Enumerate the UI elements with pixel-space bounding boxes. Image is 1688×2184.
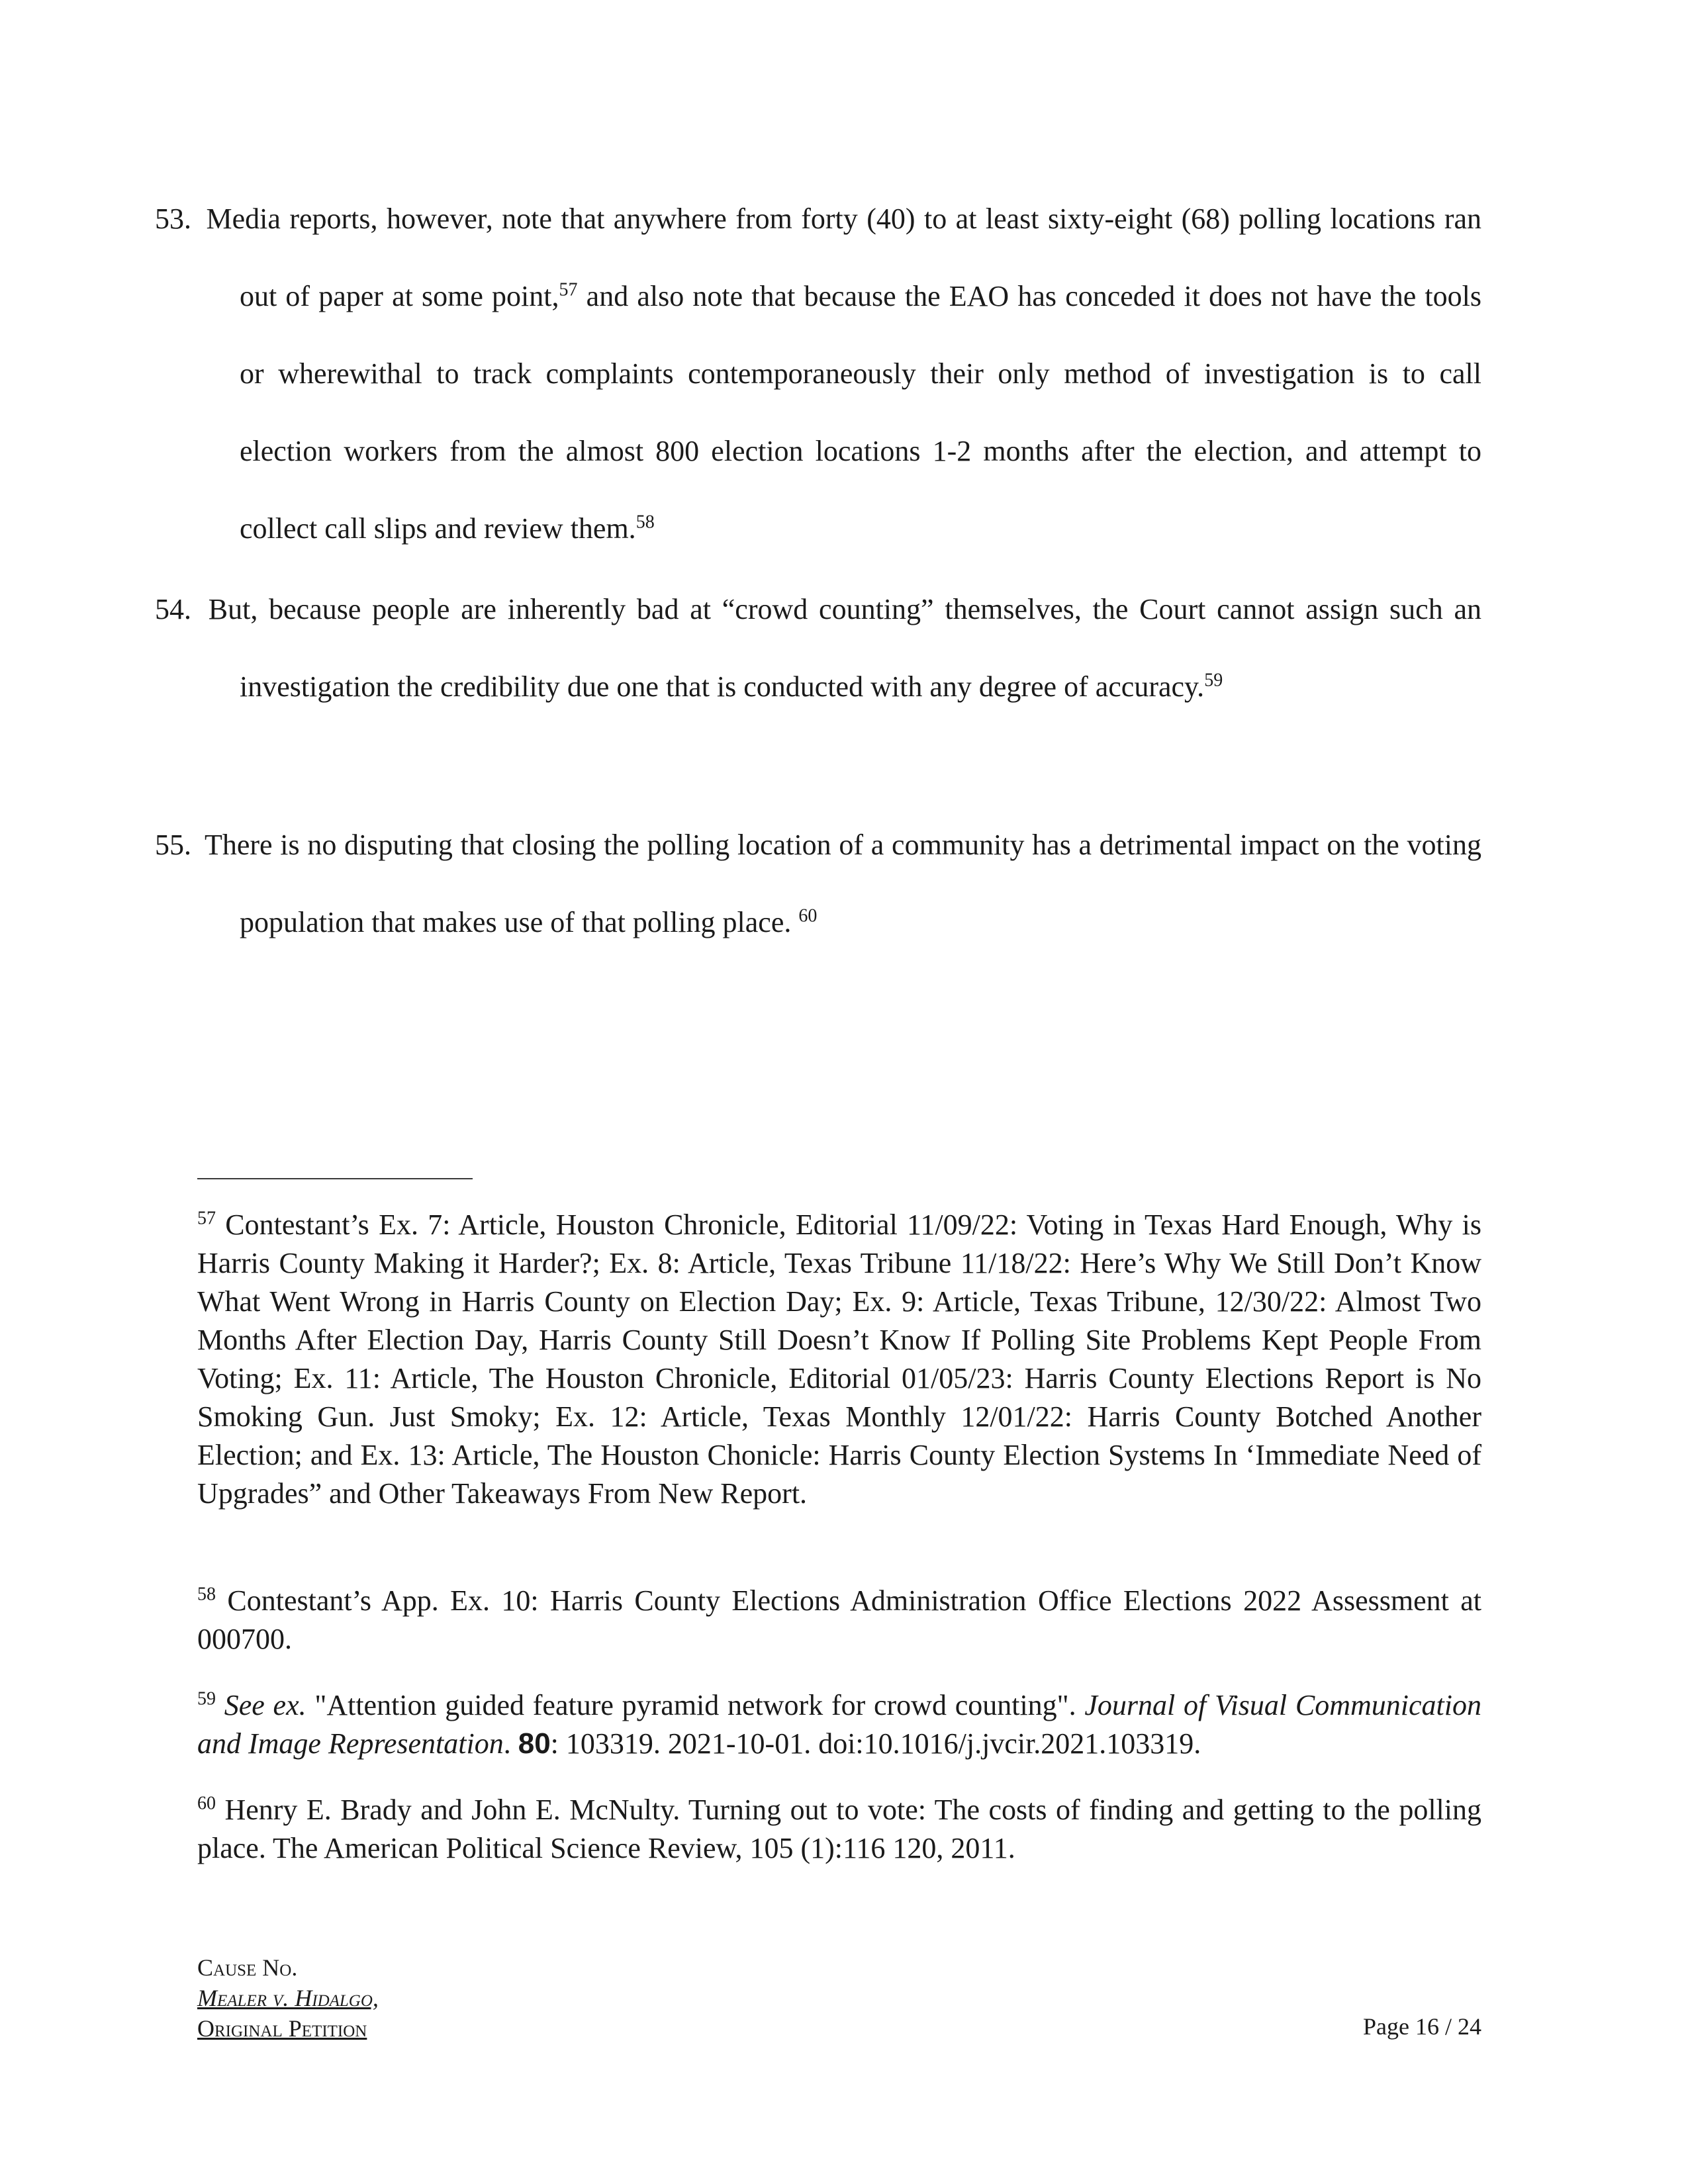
- footnote-text: Henry E. Brady and John E. McNulty. Turning out to vote: The costs of finding and getting to the polling place. The American Political Science Review, 105 (1):116 120, 2011.: [197, 1794, 1481, 1864]
- footnote-text: Contestant’s App. Ex. 10: Harris County Elections Administration Office Elections 2022 Assessment at 000700.: [197, 1584, 1481, 1655]
- paragraph-55: 55. There is no disputing that closing the polling location of a community has a detrimental impact on the voting population that makes use of that polling place. $^{60}$: [155, 829, 1481, 938]
- footnote-journal: Journal of Visual Communication and Image Representation: [197, 1689, 1481, 1760]
- paragraph-text: Media reports, however, note that anywhere from forty (40) to at least sixty-eight (68) polling locations ran out of paper at some point,: [206, 203, 1482, 312]
- footnote-59: [197, 1686, 1481, 1763]
- footnote-mark: 59: [197, 1688, 216, 1709]
- footnote-rest: : 103319. 2021-10-01. doi:10.1016/j.jvcir.2021.103319.: [550, 1727, 1201, 1760]
- document-title: Original Petition: [197, 2015, 367, 2042]
- cause-number: Cause No.: [197, 1954, 298, 1981]
- case-name: Mealer v. Hidalgo,: [197, 1985, 379, 2011]
- paragraph-text: But, because people are inherently bad at “crowd counting” themselves, the Court cannot assign such an investigation the credibility due one that is conducted with any degree of accuracy.: [208, 593, 1482, 703]
- paragraph-53: 53. Media reports, however, note that anywhere from forty (40) to at least sixty-eight (68) polling locations ran out of paper at some point,$^{57}$ and also note that because the EAO has conceded it does not have the tools or wherewithal to track complaints contemporaneously their only method of investigation is to call election workers from the almost 800 election locations 1-2 months after the election, and attempt to collect call slips and review them.$^{58}$: [155, 203, 1482, 545]
- footnote-ref-60[interactable]: 60: [798, 905, 818, 927]
- footnote-text: Contestant’s Ex. 7: Article, Houston Chronicle, Editorial 11/09/22: Voting in Texas Hard Enough, Why is Harris County Making it Harder?; Ex. 8: Article, Texas Tribune 11/18/22: Here’s Why We Still Don’t Know What Went Wrong in Harris County on Election Day; Ex. 9: Article, Texas Tribune, 12/30/22: Almost Two Months After Election Day, Harris County Still Doesn’t Know If Polling Site Problems Kept People From Voting; Ex. 11: Article, The Houston Chronicle, Editorial 01/05/23: Harris County Elections Report is No Smoking Gun. Just Smoky; Ex. 12: Article, Texas Monthly 12/01/22: Harris County Botched Another Election; and Ex. 13: Article, The Houston Chonicle: Harris County Election Systems In ‘Immediate Need of Upgrades” and Other Takeaways From New Report.: [197, 1208, 1481, 1510]
- paragraph-54: 54. But, because people are inherently bad at “crowd counting” themselves, the Court cannot assign such an investigation the credibility due one that is conducted with any degree of accuracy.$^{59}$: [155, 593, 1482, 703]
- footnote-mark: 57: [197, 1208, 216, 1229]
- footnote-60: [197, 1791, 1481, 1868]
- footer-caption: [197, 1952, 379, 2044]
- footnote-see: See ex.: [224, 1689, 306, 1721]
- footnote-volume: 80: [518, 1727, 551, 1760]
- footnote-ref-59[interactable]: 59: [1204, 670, 1223, 691]
- footnote-mark: 60: [197, 1793, 216, 1814]
- footnote-ref-57[interactable]: 57: [559, 279, 578, 300]
- paragraph-text: There is no disputing that closing the polling location of a community has a detrimental impact on the voting population that makes use of that polling place.: [204, 829, 1481, 938]
- footnote-58: [197, 1582, 1481, 1659]
- footnote-separator: [197, 1178, 473, 1179]
- footnote-punct: .: [503, 1727, 518, 1760]
- paragraph-text-continued: and also note that because the EAO has conceded it does not have the tools or wherewithal to track complaints contemporaneously their only method of investigation is to call election workers from the almost 800 election locations 1-2 months after the election, and attempt to collect call slips and review them.: [240, 280, 1482, 545]
- page-number: Page 16 / 24: [1363, 2013, 1481, 2040]
- footnote-mark: 58: [197, 1584, 216, 1605]
- footnote-57: [197, 1206, 1481, 1513]
- footnote-ref-58[interactable]: 58: [635, 512, 655, 533]
- footnote-title: "Attention guided feature pyramid network for crowd counting".: [306, 1689, 1085, 1721]
